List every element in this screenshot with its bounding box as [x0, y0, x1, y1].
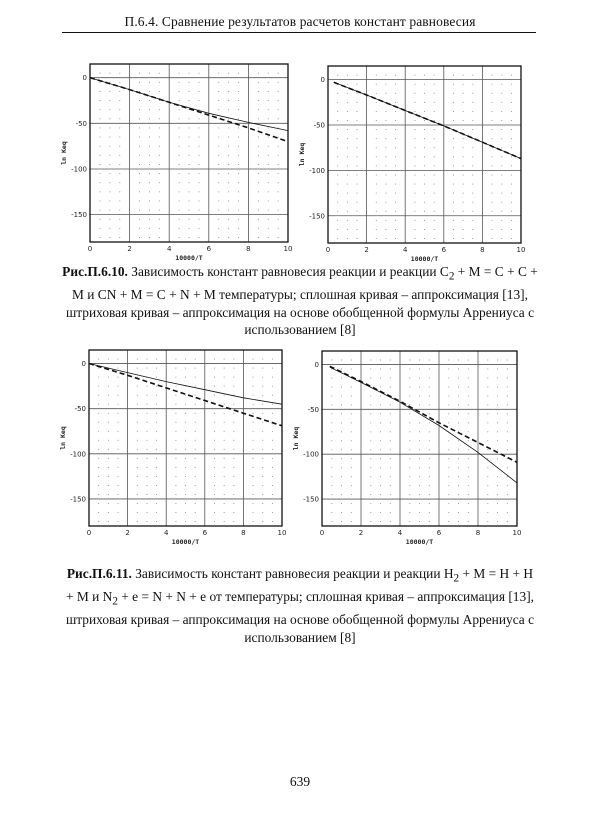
x-tick-label: 2	[127, 245, 132, 253]
plot-frame	[328, 66, 521, 243]
caption-text: Зависимость констант равновесия реакции и реакции $C_2 + M = C + C + M$ и CN + M = C + N + M температуры; сплошная кривая – аппроксимация [13], штриховая кривая – аппроксимация на основе обобщенной формулы Аррениуса с использованием [8]	[65, 264, 538, 338]
y-tick-label: 0	[320, 76, 325, 85]
x-tick-label: 6	[436, 529, 442, 537]
chart-fig-6-10-right	[296, 60, 531, 265]
x-tick-label: 8	[475, 529, 481, 537]
x-tick-label: 0	[87, 245, 93, 253]
y-tick-label: 0	[82, 74, 87, 83]
minor-grid-dots	[98, 359, 273, 522]
y-tick-label: -150	[303, 495, 319, 504]
y-axis-label: ln Keq	[292, 426, 300, 451]
chart-fig-6-10-left	[58, 60, 298, 264]
caption-label: Рис.П.6.10.	[62, 264, 128, 279]
y-tick-label: -150	[309, 212, 325, 221]
y-tick-label: -50	[307, 405, 319, 414]
minor-grid-dots	[100, 73, 279, 238]
y-tick-label: 0	[314, 360, 319, 369]
y-tick-label: -100	[71, 165, 87, 174]
chart-fig-6-11-left	[57, 346, 292, 548]
minor-grid-dots	[331, 360, 507, 522]
x-tick-label: 6	[441, 246, 447, 254]
y-axis-label: ln Keq	[60, 141, 68, 165]
y-tick-label: -100	[309, 166, 325, 175]
x-tick-label: 2	[125, 529, 130, 537]
x-tick-label: 10	[277, 529, 287, 537]
x-tick-label: 6	[206, 245, 212, 253]
dashed-series-line	[334, 82, 521, 158]
page-number: 639	[289, 774, 311, 789]
solid-series-line	[89, 364, 282, 405]
x-tick-label: 10	[283, 245, 293, 253]
y-tick-label: -50	[313, 121, 325, 130]
y-tick-label: -150	[71, 211, 87, 220]
plot-frame	[90, 64, 288, 242]
y-tick-label: -50	[74, 405, 86, 414]
caption-label: Рис.П.6.11.	[66, 566, 132, 581]
solid-series-line	[330, 367, 517, 483]
x-tick-label: 10	[516, 246, 526, 254]
running-head: П.6.4. Сравнение результатов расчетов констант равновесия	[124, 14, 476, 29]
x-axis-label: 10000/T	[405, 538, 434, 546]
y-tick-label: -150	[70, 495, 86, 504]
x-tick-label: 2	[364, 246, 369, 254]
major-grid	[90, 64, 288, 242]
x-tick-label: 8	[480, 246, 485, 254]
x-tick-label: 4	[166, 245, 172, 253]
x-tick-label: 8	[241, 529, 246, 537]
caption-text: Зависимость констант равновесия реакции и реакции $H_2 + M = H + H + M$ и $N_2 + e = N + N + e$ от температуры; сплошная кривая – аппроксимация [13], штриховая кривая – аппроксимация на основе обобщенной формулы Аррениуса с использованием [8]	[65, 566, 535, 645]
plot-frame	[89, 350, 282, 526]
y-axis-label: ln Keq	[59, 426, 67, 450]
header-rule	[62, 32, 536, 33]
y-tick-label: -100	[70, 450, 86, 459]
x-tick-label: 8	[246, 245, 251, 253]
x-tick-label: 4	[163, 529, 169, 537]
y-tick-label: 0	[81, 360, 86, 369]
x-tick-label: 6	[202, 529, 208, 537]
figure-caption-6-10	[62, 263, 538, 339]
y-tick-label: -100	[303, 450, 319, 459]
x-tick-label: 0	[319, 529, 325, 537]
y-tick-label: -50	[75, 119, 87, 128]
solid-series-line	[90, 78, 288, 131]
figure-caption-6-11	[62, 565, 538, 646]
x-tick-label: 0	[86, 529, 92, 537]
x-tick-label: 2	[358, 529, 364, 537]
x-axis-label: 10000/T	[410, 255, 439, 263]
x-tick-label: 4	[397, 529, 403, 537]
x-tick-label: 10	[512, 529, 522, 537]
dashed-series-line	[89, 364, 282, 426]
minor-grid-dots	[337, 75, 512, 239]
x-tick-label: 0	[325, 246, 331, 254]
major-grid	[89, 350, 282, 526]
x-axis-label: 10000/T	[175, 254, 203, 262]
major-grid	[328, 66, 521, 243]
x-tick-label: 4	[402, 246, 408, 254]
chart-fig-6-11-right	[290, 346, 527, 548]
y-axis-label: ln Keq	[298, 142, 306, 167]
x-axis-label: 10000/T	[171, 538, 200, 546]
